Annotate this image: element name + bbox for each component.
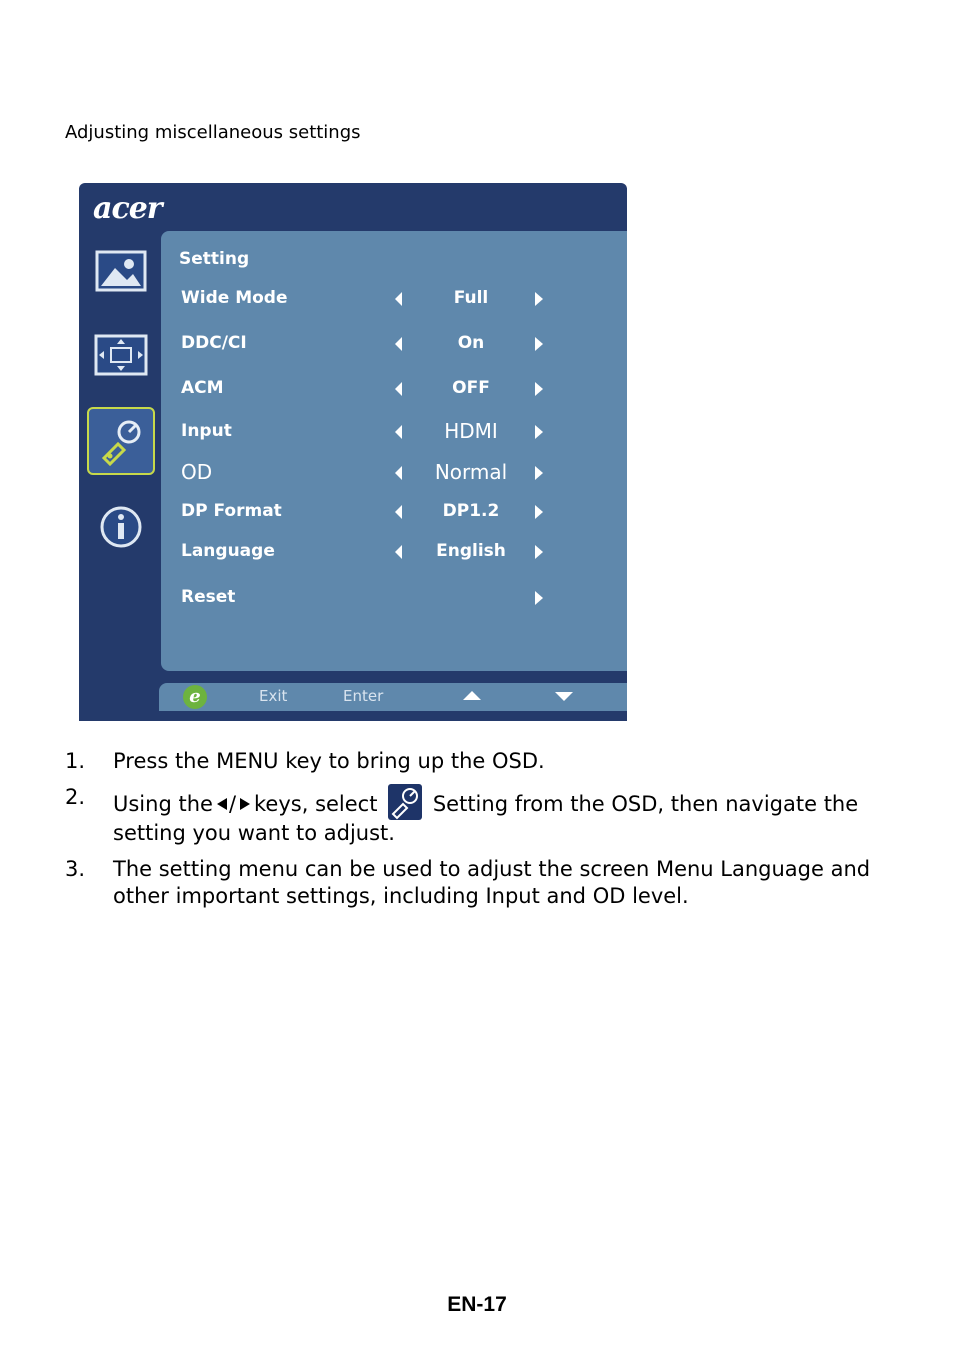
row-label: DP Format xyxy=(181,501,282,521)
row-value: HDMI xyxy=(444,419,498,443)
sidebar-info-button[interactable] xyxy=(87,493,155,561)
info-icon xyxy=(98,504,144,550)
left-arrow-icon[interactable] xyxy=(395,425,402,439)
step-number: 2. xyxy=(65,785,86,809)
row-input[interactable] xyxy=(161,419,627,449)
setting-icon xyxy=(388,784,422,820)
exit-label[interactable]: Exit xyxy=(259,687,288,705)
sidebar-position-button[interactable] xyxy=(87,321,155,389)
osd-footer xyxy=(159,683,627,711)
step-text-d: Setting from the OSD, then navigate the setting you want to adjust. xyxy=(113,792,859,845)
step-2 xyxy=(65,784,895,847)
row-ddc-ci[interactable] xyxy=(161,331,627,361)
osd-screenshot xyxy=(79,183,627,721)
row-wide-mode[interactable] xyxy=(161,286,627,316)
right-triangle-icon xyxy=(240,798,250,810)
step-text-c: keys, select xyxy=(254,792,378,816)
empowering-e-icon[interactable]: e xyxy=(183,685,207,709)
row-label: ACM xyxy=(181,378,224,398)
row-value: DP1.2 xyxy=(442,501,500,521)
row-dp-format[interactable] xyxy=(161,499,627,529)
right-arrow-icon[interactable] xyxy=(535,505,543,519)
sidebar-picture-button[interactable] xyxy=(87,237,155,305)
left-arrow-icon[interactable] xyxy=(395,337,402,351)
row-acm[interactable] xyxy=(161,376,627,406)
row-value: Full xyxy=(453,288,489,308)
step-3 xyxy=(65,856,895,910)
picture-icon xyxy=(95,250,147,292)
right-arrow-icon[interactable] xyxy=(535,292,543,306)
right-arrow-icon[interactable] xyxy=(535,545,543,559)
left-arrow-icon[interactable] xyxy=(395,545,402,559)
right-arrow-icon[interactable] xyxy=(535,337,543,351)
position-icon xyxy=(94,334,148,376)
step-number: 1. xyxy=(65,749,86,773)
left-triangle-icon xyxy=(217,798,227,810)
left-arrow-icon[interactable] xyxy=(395,505,402,519)
acer-logo: acer xyxy=(93,191,162,226)
row-value: OFF xyxy=(452,378,490,398)
row-label: Reset xyxy=(181,587,236,607)
row-reset[interactable] xyxy=(161,585,627,615)
right-arrow-icon[interactable] xyxy=(535,425,543,439)
sidebar-setting-button[interactable] xyxy=(87,407,155,475)
row-label: Input xyxy=(181,421,232,441)
panel-title: Setting xyxy=(179,249,250,269)
row-od[interactable] xyxy=(161,460,627,490)
up-arrow-icon[interactable] xyxy=(463,691,481,700)
section-title: Adjusting miscellaneous settings xyxy=(65,122,361,143)
row-label: Wide Mode xyxy=(181,288,288,308)
step-number: 3. xyxy=(65,857,86,881)
row-value: On xyxy=(457,333,485,353)
row-value: Normal xyxy=(434,460,508,484)
step-text: Press the MENU key to bring up the OSD. xyxy=(113,749,545,773)
enter-label[interactable]: Enter xyxy=(343,687,384,705)
down-arrow-icon[interactable] xyxy=(555,692,573,701)
step-text-b: / xyxy=(228,792,237,816)
step-text: The setting menu can be used to adjust the screen Menu Language and other important settings, including Input and OD level. xyxy=(113,857,871,908)
step-1 xyxy=(65,748,895,775)
row-label: OD xyxy=(181,460,213,484)
left-arrow-icon[interactable] xyxy=(395,466,402,480)
left-arrow-icon[interactable] xyxy=(395,382,402,396)
step-text-a: Using the xyxy=(113,792,213,816)
row-language[interactable] xyxy=(161,539,627,569)
row-value: English xyxy=(436,541,506,561)
steps-list xyxy=(65,748,895,919)
right-arrow-icon[interactable] xyxy=(535,382,543,396)
left-arrow-icon[interactable] xyxy=(395,292,402,306)
row-label: Language xyxy=(181,541,275,561)
page-number: EN-17 xyxy=(447,1293,507,1316)
setting-icon xyxy=(96,416,146,466)
setting-panel xyxy=(161,231,627,671)
row-label: DDC/CI xyxy=(181,333,247,353)
right-arrow-icon[interactable] xyxy=(535,591,543,605)
right-arrow-icon[interactable] xyxy=(535,466,543,480)
osd-sidebar xyxy=(79,231,159,661)
